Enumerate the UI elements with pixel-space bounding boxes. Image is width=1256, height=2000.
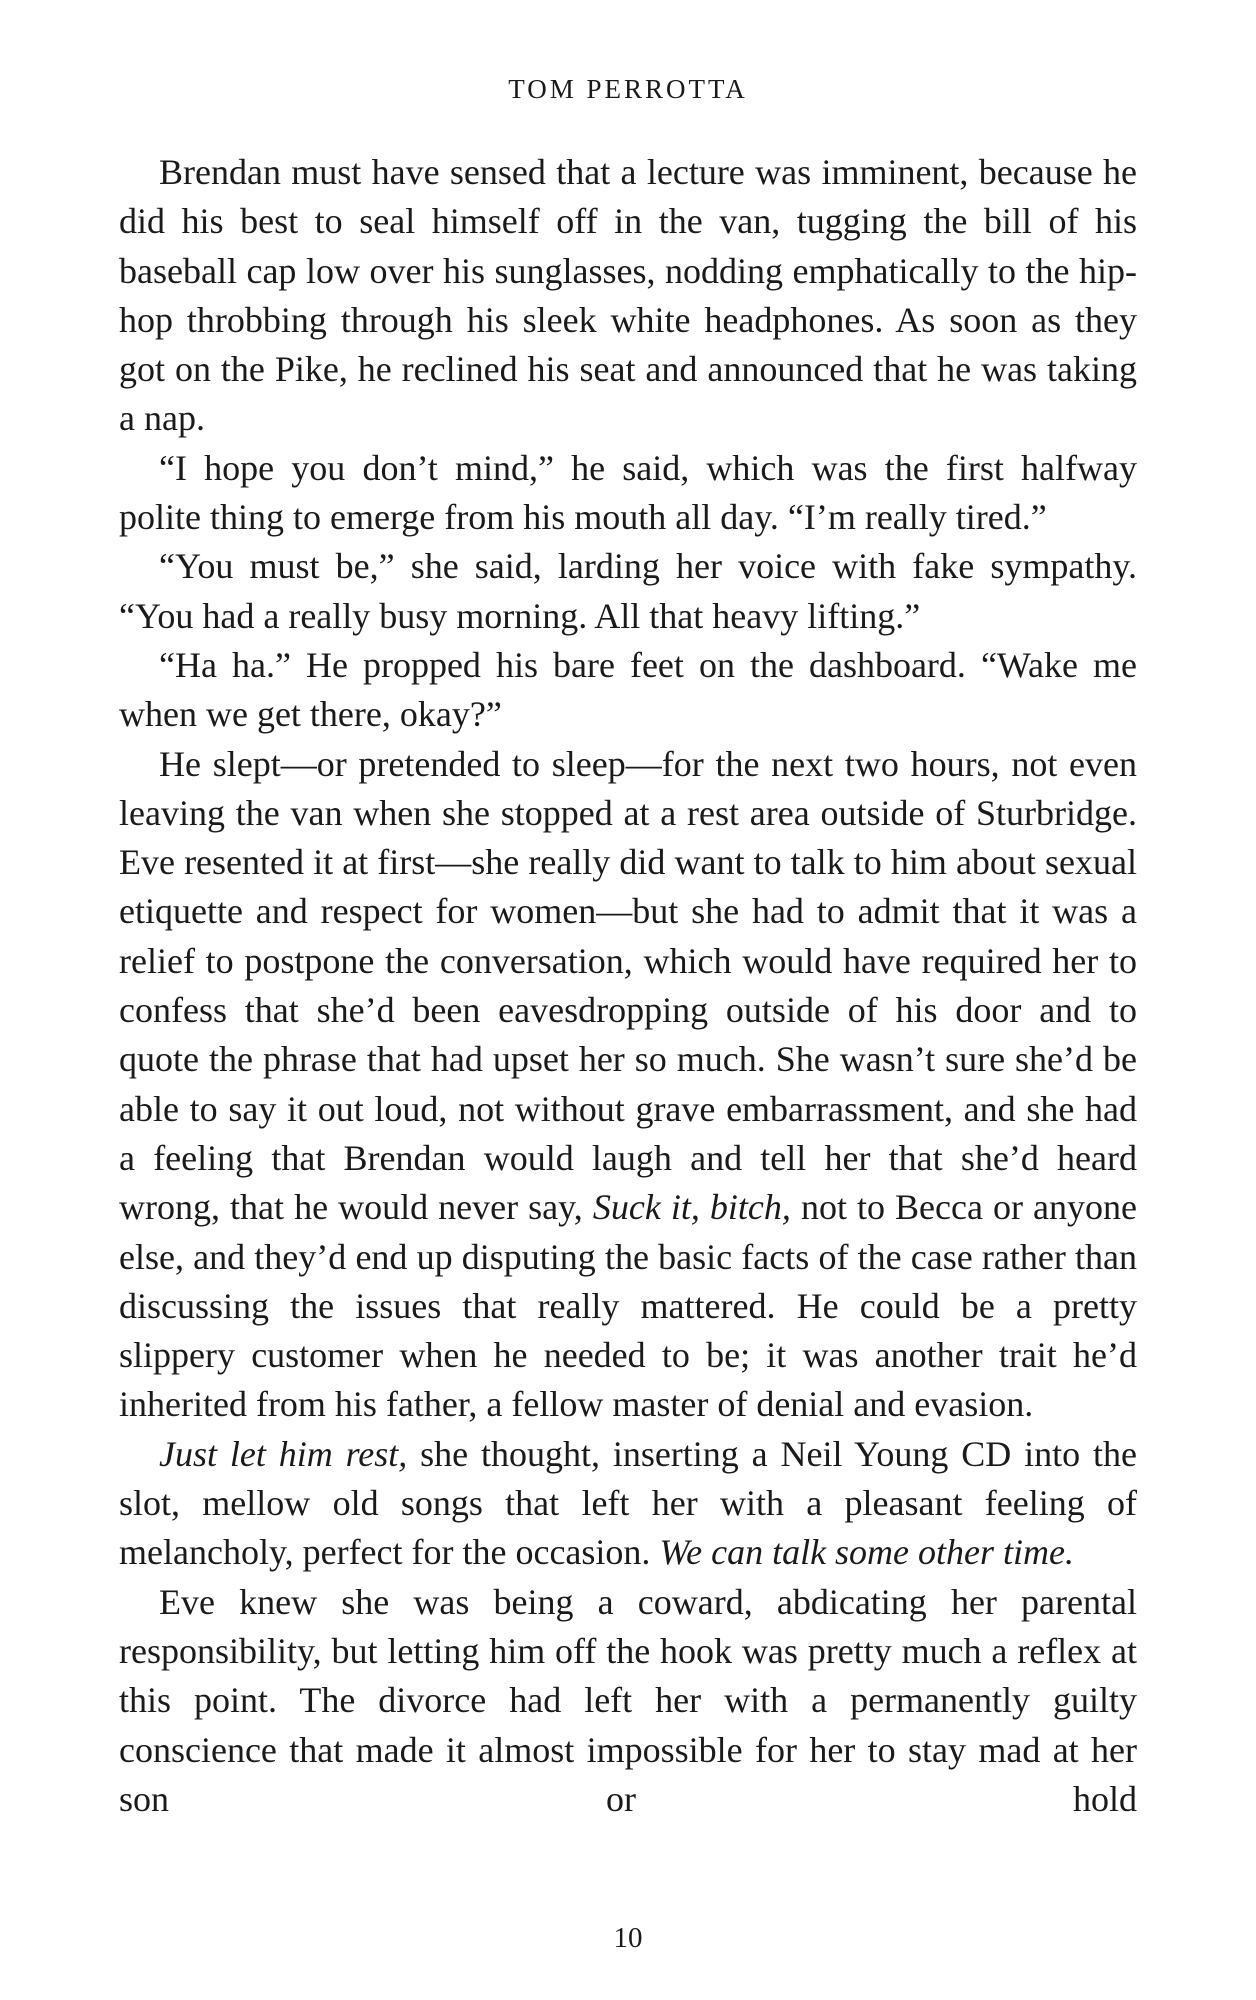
paragraph	[119, 444, 1137, 543]
text-segment: “You must be,” she said, larding her voice with fake sympathy. “You had a really busy morning. All that heavy lifting.”	[119, 546, 1137, 636]
italic-text-segment: Just let him rest,	[159, 1433, 408, 1474]
paragraph	[119, 641, 1137, 740]
paragraph	[119, 1578, 1137, 1824]
paragraph	[119, 542, 1137, 641]
text-segment: not to Becca or anyone else, and they’d end up disputing the basic facts of the case rather than discussing the issues that really mattered. He could be a pretty slippery customer when he needed to be; it was another trait he’d inherited from his father, a fellow master of denial and evasion.	[119, 1187, 1138, 1425]
text-segment: “Ha ha.” He propped his bare feet on the dashboard. “Wake me when we get there, okay?”	[119, 644, 1137, 735]
paragraph	[119, 148, 1137, 444]
text-segment: “I hope you don’t mind,” he said, which was the first halfway polite thing to emerge from his mouth all day. “I’m really tired.”	[119, 447, 1137, 538]
italic-text-segment: Suck it, bitch,	[592, 1187, 791, 1228]
text-segment: Brendan must have sensed that a lecture was imminent, because he did his best to seal himself off in the van, tugging the bill of his baseball cap low over his sunglasses, nodding emphatically to the hip-hop throbbing through his sleek white headphones. As soon as they got on the Pike, he reclined his seat and announced that he was taking a nap.	[119, 152, 1137, 439]
running-head: TOM PERROTTA	[508, 74, 748, 104]
body-text	[119, 148, 1137, 1824]
paragraph	[119, 740, 1137, 1430]
text-segment: she thought, inserting a Neil Young CD into the slot, mellow old songs that left her with a pleasant feeling of melancholy, perfect for the occasion.	[119, 1433, 1137, 1573]
italic-text-segment: We can talk some other time.	[659, 1532, 1075, 1573]
page-number: 10	[613, 1922, 643, 1954]
text-segment: He slept—or pretended to sleep—for the next two hours, not even leaving the van when she stopped at a rest area outside of Sturbridge. Eve resented it at first—she really did want to talk to him about sexual etiquette and respect for women—but she had to admit that it was a relief to postpone the conversation, which would have required her to confess that she’d been eavesdropping outside of his door and to quote the phrase that had upset her so much. She wasn’t sure she’d be able to say it out loud, not without grave embarrassment, and she had a feeling that Brendan would laugh and tell her that she’d heard wrong, that he would never say,	[119, 743, 1137, 1228]
paragraph	[119, 1430, 1137, 1578]
text-segment: Eve knew she was being a coward, abdicating her parental responsibility, but letting him off the hook was pretty much a reflex at this point. The divorce had left her with a permanently guilty conscience that made it almost impossible for her to stay mad at her son or hold	[119, 1581, 1137, 1819]
